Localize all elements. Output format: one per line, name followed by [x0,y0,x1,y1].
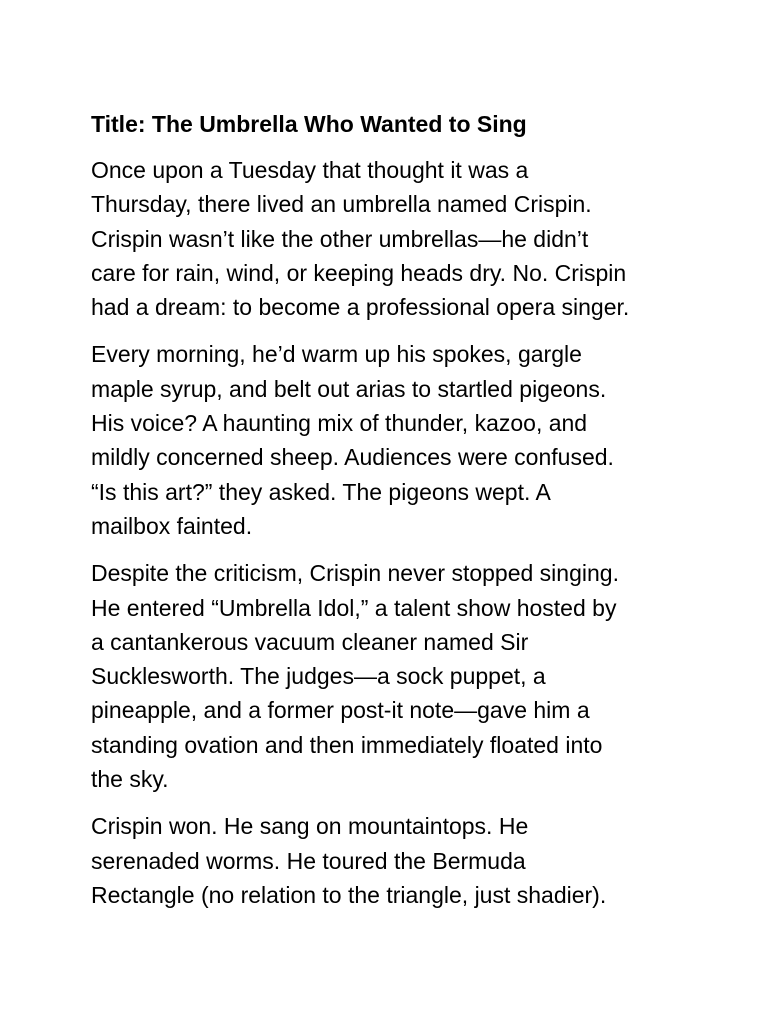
text-line: His voice? A haunting mix of thunder, kazoo, and [91,410,588,437]
text-line: Thursday, there lived an umbrella named Crispin. [91,191,592,218]
text-line: mailbox fainted. [91,512,253,539]
text-line: Crispin wasn’t like the other umbrellas—he didn’t [91,225,589,252]
document-page [91,109,701,925]
text-line: pineapple, and a former post-it note—gave him a [91,697,590,724]
text-line: He entered “Umbrella Idol,” a talent show hosted by [91,594,617,621]
text-line: serenaded worms. He toured the Bermuda [91,847,526,874]
text-line: Despite the criticism, Crispin never stopped singing. [91,560,619,587]
text-line: care for rain, wind, or keeping heads dry. No. Crispin [91,259,627,286]
text-line: Sucklesworth. The judges—a sock puppet, a [91,663,546,690]
text-line: standing ovation and then immediately floated into [91,731,603,758]
text-line: a cantankerous vacuum cleaner named Sir [91,628,529,655]
text-line: Every morning, he’d warm up his spokes, gargle [91,341,582,368]
paragraph-3 [91,556,701,796]
text-line: Crispin won. He sang on mountaintops. He [91,813,529,840]
paragraph-1 [91,153,701,324]
text-line: “Is this art?” they asked. The pigeons wept. A [91,478,551,505]
paragraph-4 [91,809,701,912]
text-line: Rectangle (no relation to the triangle, just shadier). [91,881,607,908]
text-line: mildly concerned sheep. Audiences were confused. [91,444,614,471]
text-line: Once upon a Tuesday that thought it was a [91,157,529,183]
text-line: had a dream: to become a professional opera singer. [91,294,630,321]
text-line: the sky. [91,766,169,793]
document-title: Title: The Umbrella Who Wanted to Sing [91,111,527,137]
paragraph-2 [91,337,701,543]
text-line: maple syrup, and belt out arias to startled pigeons. [91,375,607,402]
